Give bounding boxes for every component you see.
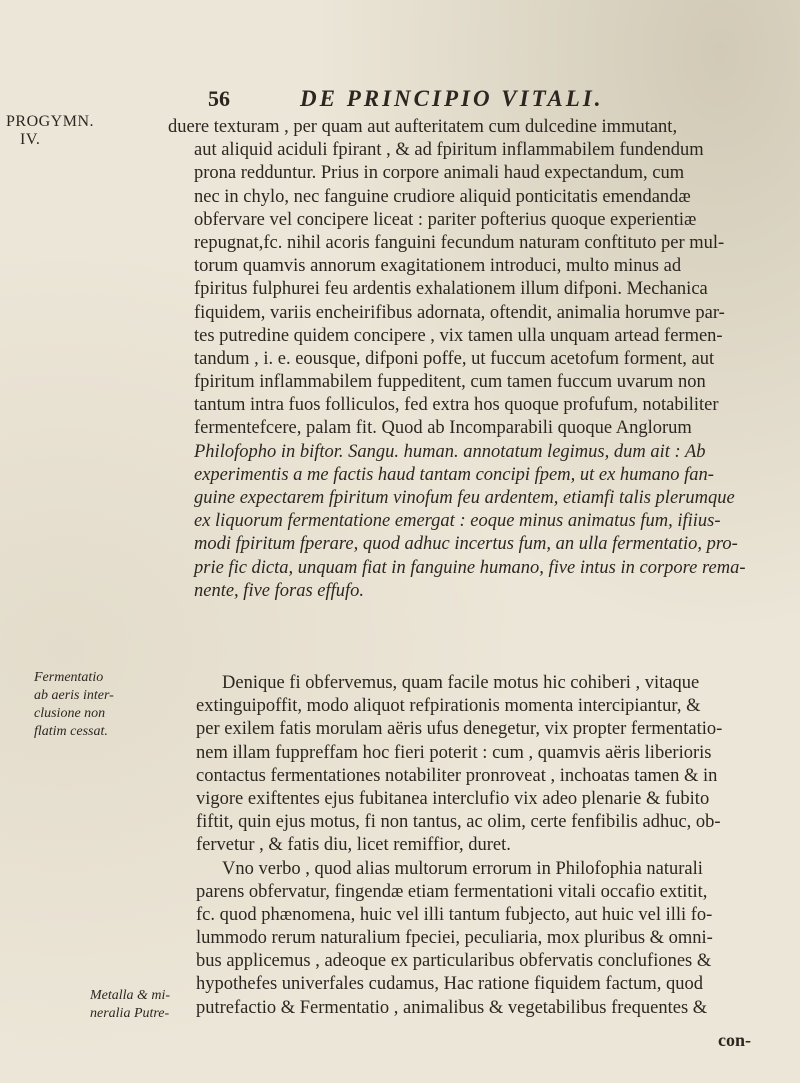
text-line: aut aliquid aciduli fpirant , & ad fpiritum inflammabilem fundendum <box>194 140 704 161</box>
main-text-lower <box>196 672 776 1020</box>
running-title: DE PRINCIPIO VITALI. <box>300 86 604 111</box>
margin-note-metalla-2: neralia Putre- <box>90 1006 170 1021</box>
text-line: guine expectarem fpiritum vinofum feu ardentem, etiamfi talis plerumque <box>194 488 735 508</box>
margin-note-progymn: PROGYMN. <box>6 113 95 130</box>
text-line: prona redduntur. Prius in corpore animali haud expectandum, cum <box>194 163 685 184</box>
text-line: fpiritus fulphurei feu ardentis exhalationem illum difponi. Mechanica <box>194 279 708 300</box>
text-line: bus applicemus , adeoque ex particularibus obfervatis conclufiones & <box>196 951 712 972</box>
text-line: ex liquorum fermentatione emergat : eoque minus animatus fum, ifiius- <box>194 511 721 532</box>
margin-note-progymn-number: IV. <box>20 131 41 148</box>
text-line: nec in chylo, nec fanguine crudiore aliquid ponticitatis emendandæ <box>194 186 691 207</box>
text-line: Denique fi obfervemus, quam facile motus hic cohiberi , vitaque <box>222 673 700 693</box>
page-number: 56 <box>208 86 230 111</box>
text-line: fiquidem, variis encheirifibus adornata, oftendit, animalia horumve par- <box>194 302 725 323</box>
text-line: tantum intra fuos folliculos, fed extra hos quoque profufum, notabiliter <box>194 395 719 416</box>
text-line: fc. quod phænomena, huic vel illi tantum fubjecto, aut huic vel illi fo- <box>196 904 713 925</box>
text-line: parens obfervatur, fingendæ etiam fermentationi vitali occafio extitit, <box>196 881 708 902</box>
text-line: experimentis a me factis haud tantam concipi fpem, ut ex humano fan- <box>194 464 714 485</box>
text-line: extinguipoffit, modo aliquot refpirationis momenta intercipiantur, & <box>196 696 701 717</box>
text-line: nente, five foras effufo. <box>194 580 365 601</box>
main-text-upper <box>168 116 768 603</box>
text-line: contactus fermentationes notabiliter pronroveat , inchoatas tamen & in <box>196 765 718 786</box>
text-line: modi fpiritum fperare, quod adhuc incertus fum, an ulla fermentatio, pro- <box>194 534 738 555</box>
text-line: nem illam fuppreffam hoc fieri poterit : cum , quamvis aëris liberioris <box>196 742 712 763</box>
text-line: hypothefes univerfales cudamus, Hac ratione fiquidem factum, quod <box>196 974 704 995</box>
margin-note-fermentatio-1: Fermentatio <box>34 670 104 685</box>
text-line: Philofopho in biftor. Sangu. human. annotatum legimus, dum ait : Ab <box>194 441 706 462</box>
text-line: tandum , i. e. eousque, difponi poffe, ut fuccum acetofum forment, aut <box>194 348 715 369</box>
text-line: Vno verbo , quod alias multorum errorum in Philofophia naturali <box>222 858 703 879</box>
text-line: fermentefcere, palam fit. Quod ab Incomparabili quoque Anglorum <box>194 418 692 439</box>
margin-note-metalla-1: Metalla & mi- <box>90 988 171 1003</box>
margin-note-fermentatio-4: flatim cessat. <box>34 724 108 739</box>
text-line: torum quamvis annorum exagitationem introduci, multo minus ad <box>194 256 682 277</box>
text-line: duere texturam , per quam aut aufteritatem cum dulcedine immutant, <box>168 117 678 137</box>
text-line: lummodo rerum naturalium fpeciei, peculiaria, mox pluribus & omni- <box>196 928 713 949</box>
text-line: prie fic dicta, unquam fiat in fanguine humano, five intus in corpore rema- <box>194 557 746 578</box>
text-line: per exilem fatis morulam aëris ufus denegetur, vix propter fermentatio- <box>196 719 723 740</box>
text-line: repugnat,fc. nihil acoris fanguini fecundum naturam conftituto per mul- <box>194 232 725 253</box>
margin-note-fermentatio-2: ab aeris inter- <box>34 688 114 703</box>
page-header <box>200 86 760 116</box>
text-line: fervetur , & fatis diu, licet remiffior, duret. <box>196 835 511 856</box>
text-line: fpiritum inflammabilem fuppeditent, cum tamen fuccum uvarum non <box>194 372 706 393</box>
text-line: putrefactio & Fermentatio , animalibus & vegetabilibus frequentes & <box>196 997 708 1018</box>
catchword: con- <box>718 1030 751 1050</box>
text-line: fiftit, quin ejus motus, fi non tantus, ac olim, certe fenfibilis adhuc, ob- <box>196 812 721 833</box>
text-line: tes putredine quidem concipere , vix tamen ulla unquam artead fermen- <box>194 325 723 346</box>
text-line: obfervare vel concipere liceat : pariter pofterius quoque experientiæ <box>194 209 697 230</box>
text-line: vigore exiftentes ejus fubitanea interclufio vix adeo plenarie & fubito <box>196 788 710 809</box>
margin-note-fermentatio-3: clusione non <box>34 706 106 721</box>
